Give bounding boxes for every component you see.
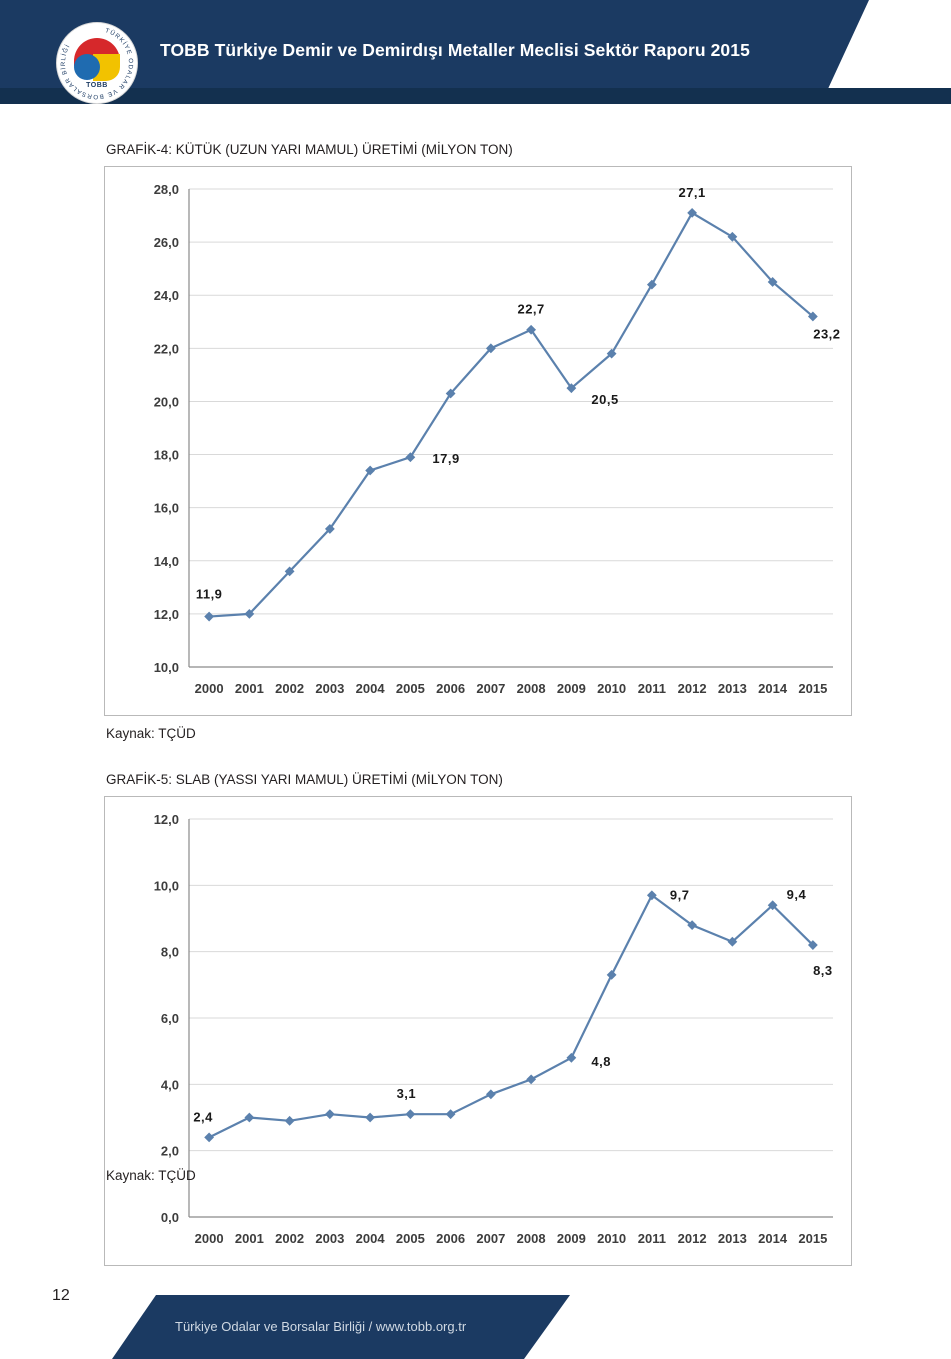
svg-text:11,9: 11,9 bbox=[195, 586, 223, 602]
svg-text:12,0: 12,0 bbox=[153, 812, 179, 827]
svg-text:2009: 2009 bbox=[556, 1231, 586, 1246]
svg-text:2010: 2010 bbox=[597, 1231, 627, 1246]
page-footer bbox=[0, 1295, 951, 1359]
svg-text:20,0: 20,0 bbox=[153, 394, 179, 410]
svg-text:2,0: 2,0 bbox=[160, 1143, 179, 1159]
svg-text:9,7: 9,7 bbox=[669, 887, 690, 903]
svg-text:2012: 2012 bbox=[677, 1231, 707, 1246]
svg-text:27,1: 27,1 bbox=[678, 184, 706, 200]
svg-text:22,0: 22,0 bbox=[153, 341, 179, 357]
chart-4-frame bbox=[104, 166, 852, 716]
svg-text:2011: 2011 bbox=[637, 681, 666, 696]
svg-text:17,9: 17,9 bbox=[432, 451, 460, 467]
svg-text:2008: 2008 bbox=[516, 1231, 546, 1246]
svg-text:28,0: 28,0 bbox=[153, 182, 179, 197]
svg-text:2001: 2001 bbox=[234, 1231, 264, 1246]
svg-text:2008: 2008 bbox=[516, 681, 546, 696]
svg-text:2004: 2004 bbox=[355, 1231, 385, 1246]
svg-text:2014: 2014 bbox=[758, 1231, 788, 1246]
svg-text:2007: 2007 bbox=[476, 1231, 506, 1246]
svg-text:2004: 2004 bbox=[355, 681, 385, 696]
svg-text:8,0: 8,0 bbox=[160, 944, 179, 960]
svg-text:2011: 2011 bbox=[637, 1231, 666, 1246]
svg-text:2013: 2013 bbox=[717, 1231, 747, 1246]
svg-text:2009: 2009 bbox=[556, 681, 586, 696]
logo-emblem bbox=[74, 38, 120, 84]
svg-text:16,0: 16,0 bbox=[153, 500, 179, 516]
svg-text:4,8: 4,8 bbox=[591, 1053, 611, 1069]
chart-4-plot bbox=[105, 167, 851, 715]
svg-text:10,0: 10,0 bbox=[153, 660, 179, 675]
page-number: 12 bbox=[52, 1287, 70, 1304]
page-header bbox=[0, 0, 951, 104]
svg-text:2014: 2014 bbox=[758, 681, 788, 696]
logo-blue-circle bbox=[74, 54, 100, 80]
svg-text:2002: 2002 bbox=[275, 1231, 305, 1246]
chart-5-plot bbox=[105, 797, 851, 1265]
svg-text:2015: 2015 bbox=[798, 681, 828, 696]
page-title: TOBB Türkiye Demir ve Demirdışı Metaller Meclisi Sektör Raporu 2015 bbox=[160, 40, 750, 60]
svg-text:20,5: 20,5 bbox=[591, 392, 619, 408]
chart-4-caption: GRAFİK-4: KÜTÜK (UZUN YARI MAMUL) ÜRETİMİ (MİLYON TON) bbox=[106, 142, 513, 157]
svg-text:2003: 2003 bbox=[315, 681, 345, 696]
svg-text:2005: 2005 bbox=[395, 681, 425, 696]
svg-text:18,0: 18,0 bbox=[153, 447, 179, 463]
chart-4-source: Kaynak: TÇÜD bbox=[106, 726, 196, 741]
chart-5-caption: GRAFİK-5: SLAB (YASSI YARI MAMUL) ÜRETİMİ (MİLYON TON) bbox=[106, 772, 503, 787]
svg-text:3,1: 3,1 bbox=[396, 1086, 417, 1102]
svg-text:2012: 2012 bbox=[677, 681, 707, 696]
svg-text:0,0: 0,0 bbox=[160, 1210, 179, 1225]
svg-text:2013: 2013 bbox=[717, 681, 747, 696]
svg-text:6,0: 6,0 bbox=[160, 1011, 179, 1026]
footer-text: Türkiye Odalar ve Borsalar Birliği / www.tobb.org.tr bbox=[175, 1319, 467, 1334]
svg-text:8,3: 8,3 bbox=[813, 963, 833, 979]
svg-text:24,0: 24,0 bbox=[153, 288, 179, 304]
svg-text:2006: 2006 bbox=[436, 1231, 466, 1246]
svg-text:2002: 2002 bbox=[275, 681, 305, 696]
svg-text:10,0: 10,0 bbox=[153, 878, 179, 894]
svg-text:TÜRKİYE ODALAR VE BORSALAR BİR: TÜRKİYE ODALAR VE BORSALAR BİRLİĞİ bbox=[59, 27, 135, 101]
svg-text:2000: 2000 bbox=[194, 1231, 224, 1246]
header-bottom-strip bbox=[0, 88, 951, 104]
svg-text:2005: 2005 bbox=[395, 1231, 425, 1246]
svg-text:2007: 2007 bbox=[476, 681, 506, 696]
svg-text:2,4: 2,4 bbox=[193, 1109, 213, 1125]
svg-text:12,0: 12,0 bbox=[153, 606, 179, 622]
svg-text:4,0: 4,0 bbox=[160, 1077, 179, 1093]
svg-text:2010: 2010 bbox=[597, 681, 627, 696]
svg-text:9,4: 9,4 bbox=[786, 887, 807, 903]
svg-text:26,0: 26,0 bbox=[153, 235, 179, 251]
svg-text:2006: 2006 bbox=[436, 681, 466, 696]
svg-text:22,7: 22,7 bbox=[517, 301, 545, 317]
svg-text:2001: 2001 bbox=[234, 681, 264, 696]
svg-text:2000: 2000 bbox=[194, 681, 224, 696]
chart-5-frame bbox=[104, 796, 852, 1266]
svg-text:2015: 2015 bbox=[798, 1231, 828, 1246]
svg-text:23,2: 23,2 bbox=[813, 326, 841, 342]
footer-right-white bbox=[570, 1295, 951, 1359]
svg-text:14,0: 14,0 bbox=[153, 553, 179, 569]
svg-text:2003: 2003 bbox=[315, 1231, 345, 1246]
chart-5-source: Kaynak: TÇÜD bbox=[106, 1168, 196, 1183]
logo-bottom-text: TOBB bbox=[86, 82, 108, 89]
tobb-logo bbox=[56, 22, 140, 106]
